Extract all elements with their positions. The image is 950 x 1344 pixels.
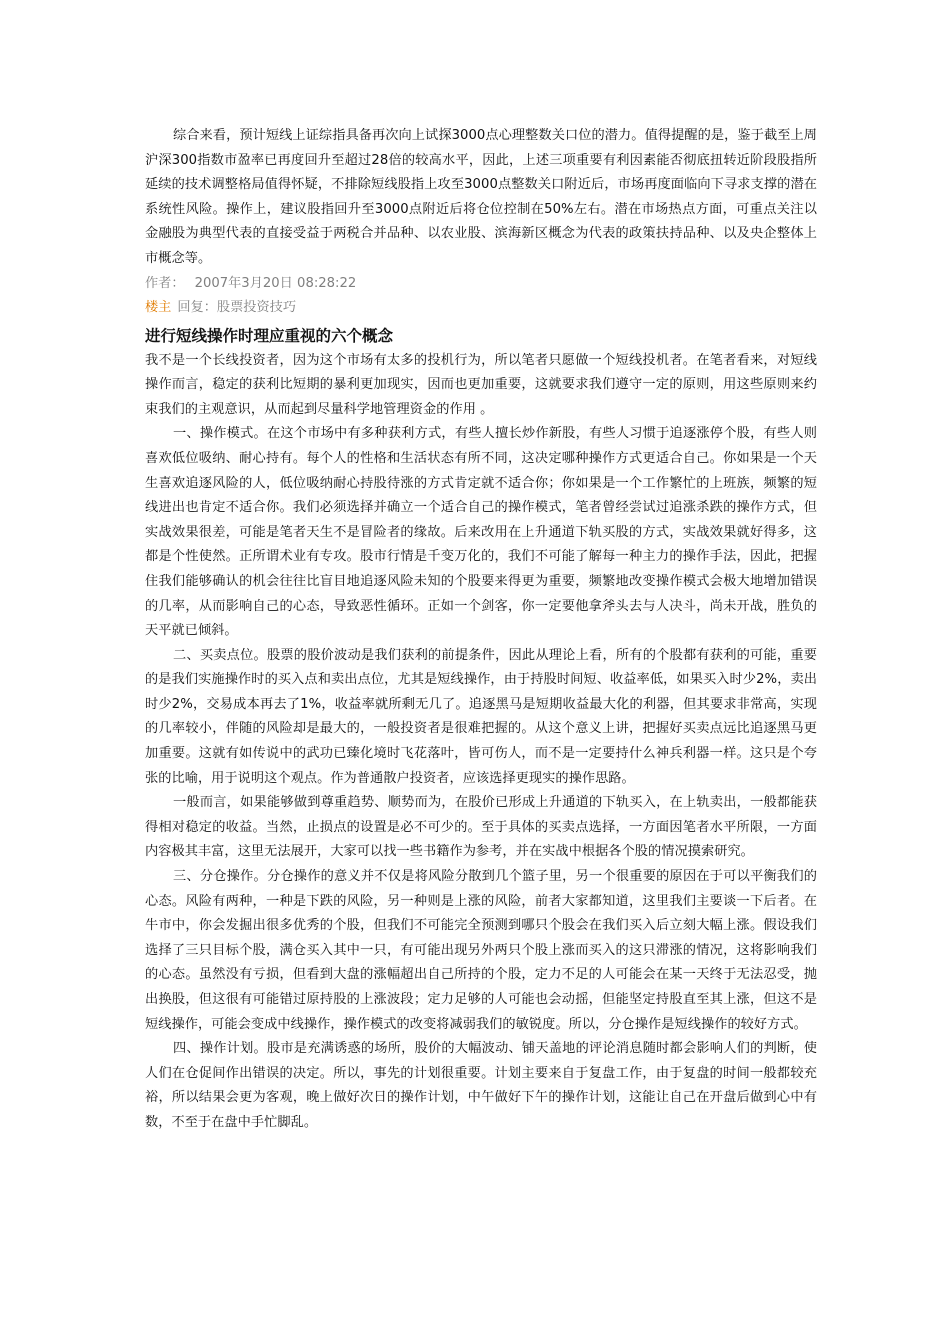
intro-paragraph: 综合来看，预计短线上证综指具备再次向上试探3000点心理整数关口位的潜力。值得提醒的是，鉴于截至上周沪深300指数市盈率已再度回升至超过28倍的较高水平，因此，上述三项重要有利因素能否彻底扭转近阶段股指所延续的技术调整格局值得怀疑，不排除短线股指上攻至3000点整数关口附近后，市场再度面临向下寻求支撑的潜在系统性风险。操作上，建议股指回升至3000点附近后将仓位控制在50%左右。潜在市场热点方面，可重点关注以金融股为典型代表的直接受益于两税合并品种、以农业股、滨海新区概念为代表的政策扶持品种、以及央企整体上市概念等。 (145, 128, 817, 266)
article-paragraph-position-split: 三、分仓操作。分仓操作的意义并不仅是将风险分散到几个篮子里，另一个很重要的原因在于可以平衡我们的心态。风险有两种，一种是下跌的风险，另一种则是上涨的风险，前者大家都知道，这里我们主要谈一下后者。在牛市中，你会发掘出很多优秀的个股，但我们不可能完全预测到哪只个股会在我们买入后立刻大幅上涨。假设我们选择了三只目标个股，满仓买入其中一只，有可能出现另外两只个股上涨而买入的这只滞涨的情况，这将影响我们的心态。虽然没有亏损，但看到大盘的涨幅超出自己所持的个股，定力不足的人可能会在某一天终于无法忍受，抛出换股，但这很有可能错过原持股的上涨波段；定力足够的人可能也会动摇，但能坚定持股直至其上涨，但这不是短线操作，可能会变成中线操作，操作模式的改变将减弱我们的敏锐度。所以，分仓操作是短线操作的较好方式。 (145, 869, 817, 1032)
article-paragraph-general-principle: 一般而言，如果能够做到尊重趋势、顺势而为，在股价已形成上升通道的下轨买入，在上轨卖出，一般都能获得相对稳定的收益。当然，止损点的设置是必不可少的。至于具体的买卖点选择，一方面因笔者水平所限，一方面内容极其丰富，这里无法展开，大家可以找一些书籍作为参考，并在实战中根据各个股的情况摸索研究。 (145, 795, 817, 860)
reply-title: 回复：股票投资技巧 (177, 299, 297, 315)
document-page (145, 124, 817, 1136)
host-link[interactable]: 楼主 (145, 299, 172, 315)
reply-line (145, 296, 817, 320)
article-paragraph-buy-sell-points: 二、买卖点位。股票的股价波动是我们获利的前提条件，因此从理论上看，所有的个股都有获利的可能，重要的是我们实施操作时的买入点和卖出点位，尤其是短线操作，由于持股时间短、收益率低，如果买入时少2%，卖出时少2%，交易成本再去了1%，收益率就所剩无几了。追逐黑马是短期收益最大化的利器，但其要求非常高，实现的几率较小，伴随的风险却是最大的，一般投资者是很难把握的。从这个意义上讲，把握好买卖点远比追逐黑马更加重要。这就有如传说中的武功已臻化境时飞花落叶，皆可伤人，而不是一定要持什么神兵利器一样。这只是个夸张的比喻，用于说明这个观点。作为普通散户投资者，应该选择更现实的操作思路。 (145, 647, 817, 786)
article-paragraph-operation-plan: 四、操作计划。股市是充满诱惑的场所，股价的大幅波动、铺天盖地的评论消息随时都会影响人们的判断，使人们在仓促间作出错误的决定。所以，事先的计划很重要。计划主要来自于复盘工作，由于复盘的时间一般都较充裕，所以结果会更为客观，晚上做好次日的操作计划，中午做好下午的操作计划，这能让自己在开盘后做到心中有数，不至于在盘中手忙脚乱。 (145, 1041, 817, 1130)
article-title: 进行短线操作时理应重视的六个概念 (145, 326, 394, 345)
author-label: 作者： (145, 275, 185, 291)
article-paragraph-intro: 我不是一个长线投资者，因为这个市场有太多的投机行为，所以笔者只愿做一个短线投机者。在笔者看来，对短线操作而言，稳定的获利比短期的暴利更加现实，因而也更加重要，这就要求我们遵守一定的原则，用这些原则来约束我们的主观意识，从而起到尽量科学地管理资金的作用 。 (145, 352, 817, 417)
author-line (145, 272, 817, 296)
post-date: 2007年3月20日 08:28:22 (194, 275, 357, 291)
article-paragraph-operation-mode: 一、操作模式。在这个市场中有多种获利方式，有些人擅长炒作新股，有些人习惯于追逐涨停个股，有些人则喜欢低位吸纳、耐心持有。每个人的性格和生活状态有所不同，这决定哪种操作方式更适合自己。你如果是一个天生喜欢追逐风险的人，低位吸纳耐心持股待涨的方式肯定就不适合你；你如果是一个工作繁忙的上班族，频繁的短线进出也肯定不适合你。我们必须选择并确立一个适合自己的操作模式，笔者曾经尝试过追涨杀跌的操作方式，但实战效果很差，可能是笔者天生不是冒险者的缘故。后来改用在上升通道下轨买股的方式，实战效果就好得多，这都是个性使然。正所谓术业有专攻。股市行情是千变万化的，我们不可能了解每一种主力的操作手法，因此，把握住我们能够确认的机会往往比盲目地追逐风险未知的个股要来得更为重要，频繁地改变操作模式会极大地增加错误的几率，从而影响自己的心态，导致恶性循环。正如一个剑客，你一定要他拿斧头去与人决斗，尚未开战，胜负的天平就已倾斜。 (145, 426, 817, 639)
